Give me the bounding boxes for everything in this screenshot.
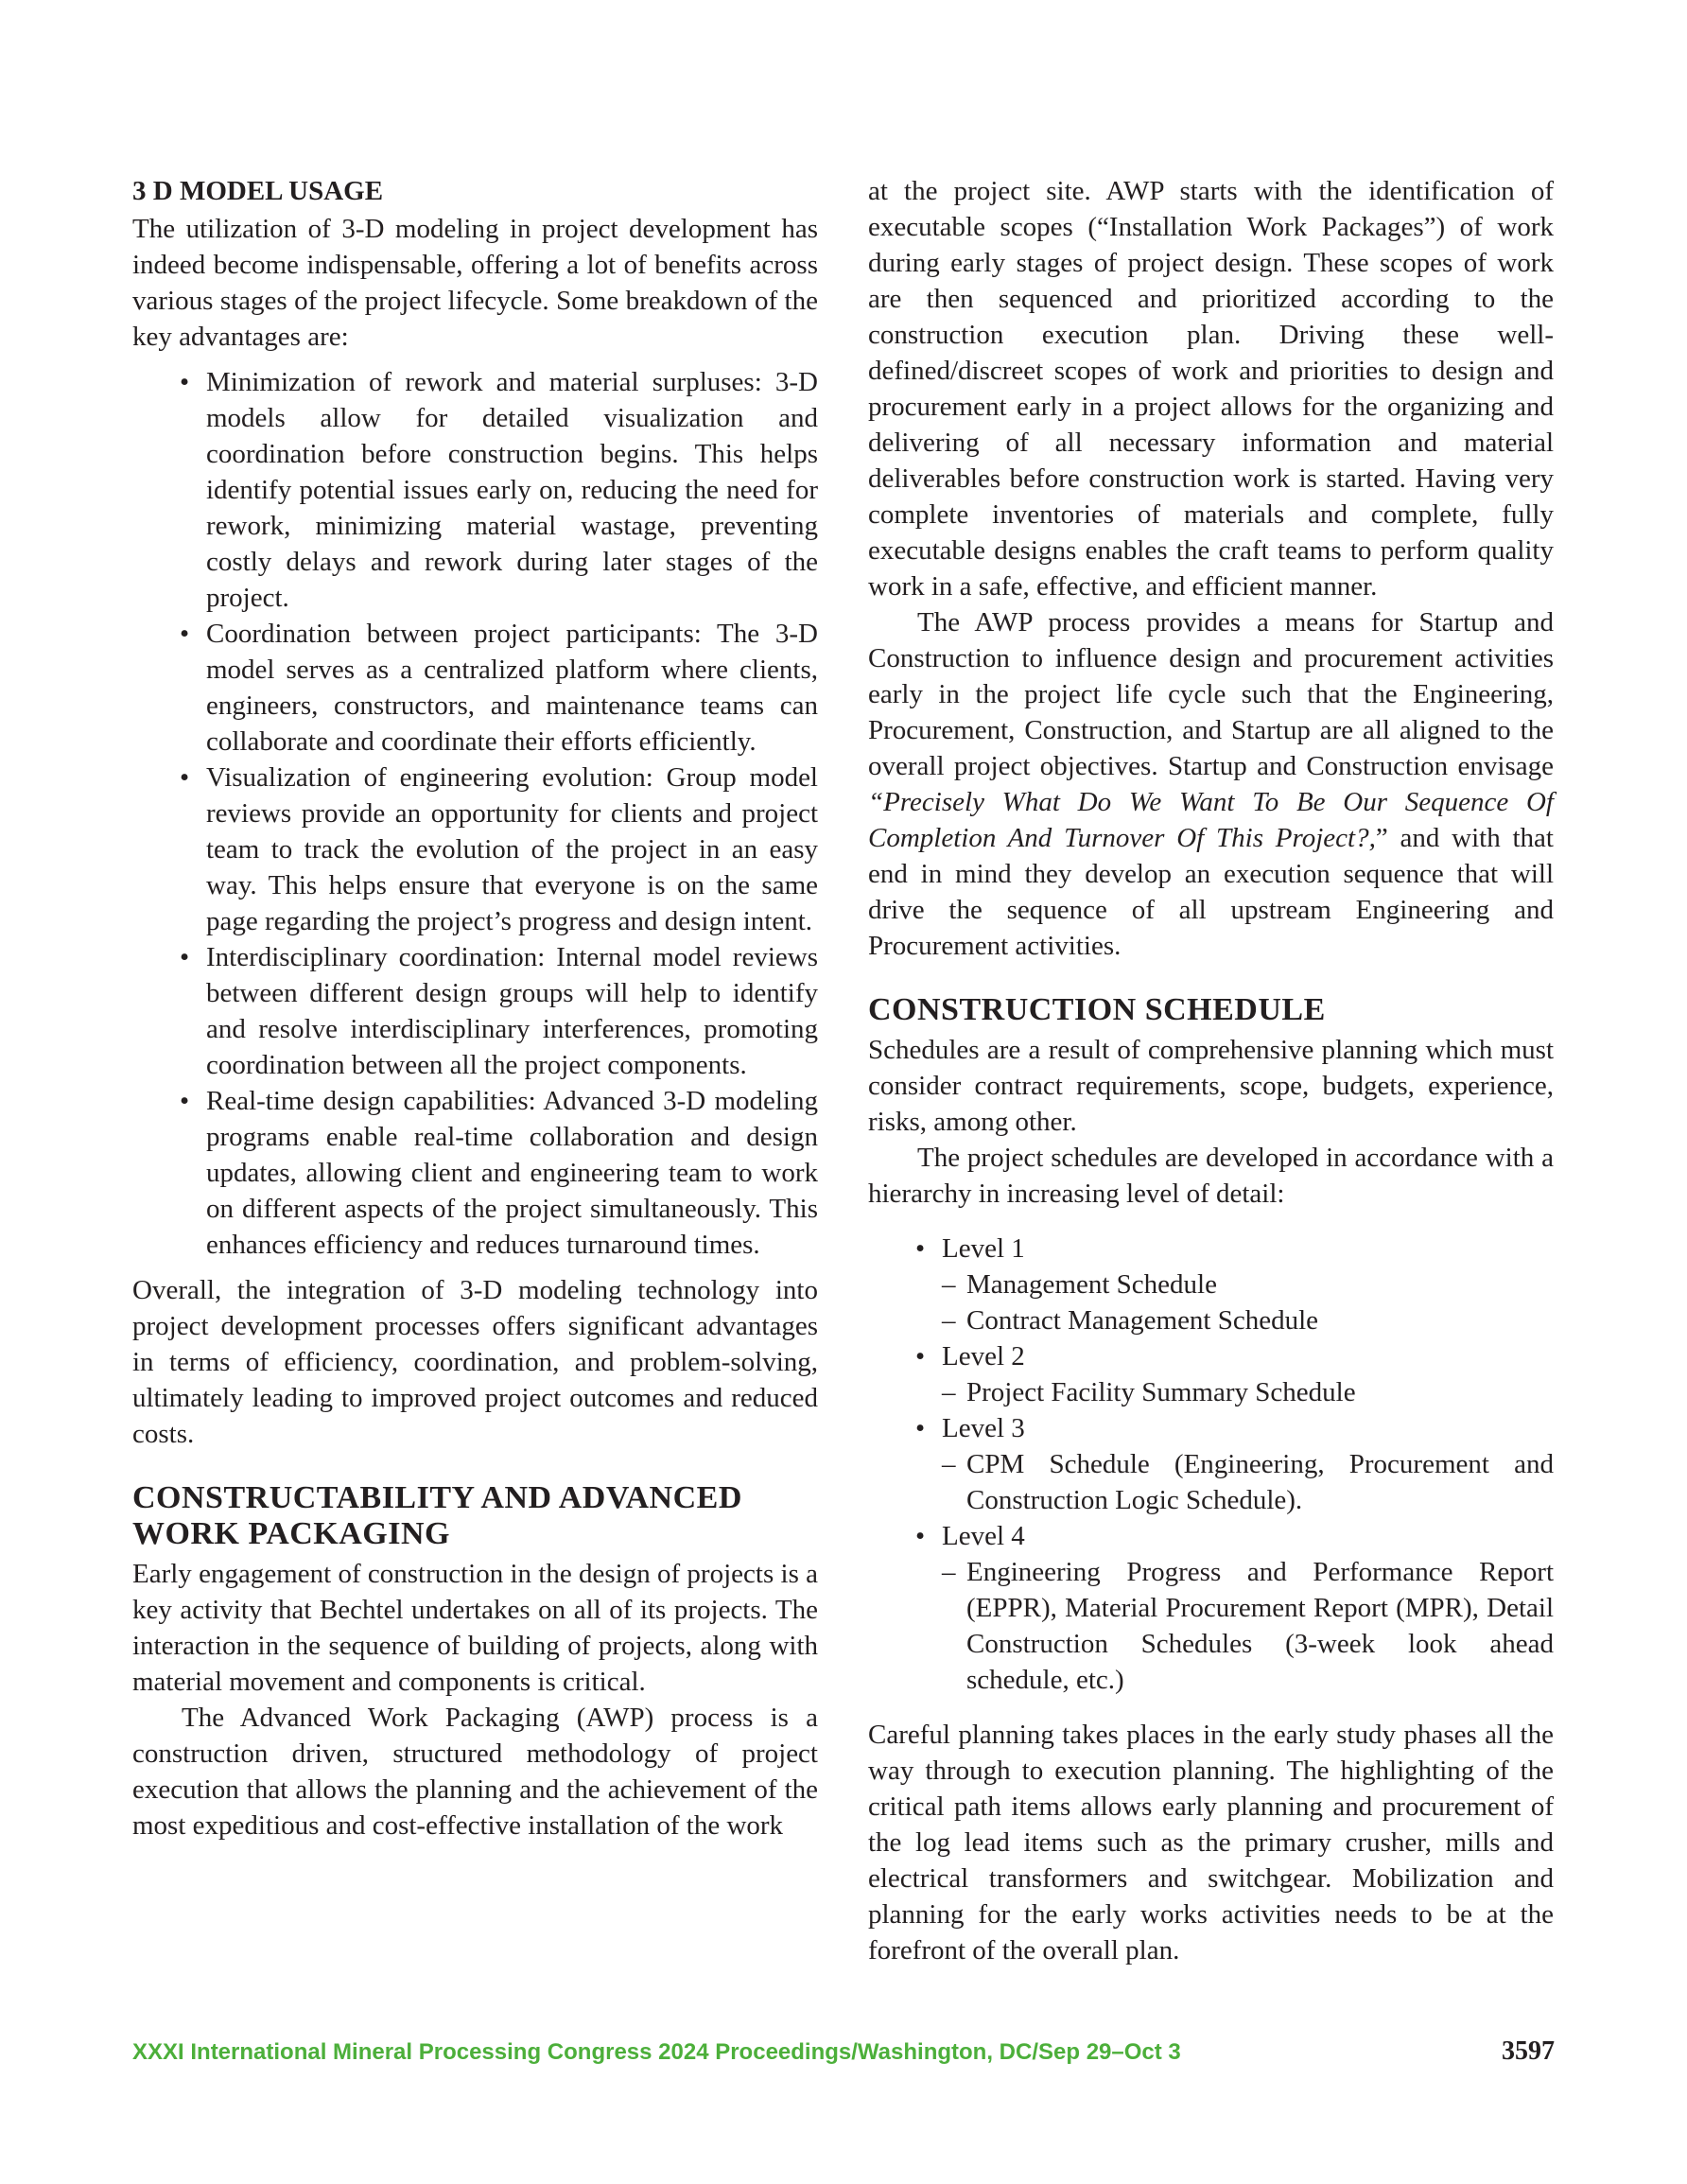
list-item: • Interdisciplinary coordination: Internal model reviews between different design groups will help to identify and resolve interdisciplinary interferences, promoting coordination between all the project components.: [206, 939, 818, 1083]
list-item: • Coordination between project participants: The 3-D model serves as a centralized platform where clients, engineers, constructors, and maintenance teams can collaborate and coordinate their efforts efficiently.: [206, 616, 818, 760]
schedule-levels-list: [868, 1231, 1554, 1698]
footer-proceedings-title: XXXI International Mineral Processing Congress 2024 Proceedings/Washington, DC/Sep 29–Oct 3: [132, 2039, 1181, 2065]
sub-item: – Engineering Progress and Performance Report (EPPR), Material Procurement Report (MPR), Detail Construction Schedules (3-week look ahead schedule, etc.): [966, 1554, 1554, 1698]
sub-list: [942, 1374, 1554, 1410]
list-item: • Visualization of engineering evolution: Group model reviews provide an opportunity for clients and project team to track the evolution of the project in an easy way. This helps ensure that everyone is on the same page regarding the project’s progress and design intent.: [206, 760, 818, 939]
text: ” and with that end in mind they develop an execution sequence that will drive the sequence of all upstream Engineering and Procurement activities.: [868, 823, 1554, 961]
paragraph: The utilization of 3-D modeling in project development has indeed become indispensable, offering a lot of benefits across various stages of the project lifecycle. Some breakdown of the key advantages are:: [132, 214, 818, 352]
sub-item: – Management Schedule: [966, 1267, 1554, 1302]
section-heading-construction-schedule: CONSTRUCTION SCHEDULE: [868, 992, 1326, 1027]
page-number: 3597: [1502, 2036, 1555, 2066]
level-item: [942, 1518, 1554, 1698]
sub-item: – CPM Schedule (Engineering, Procurement and Construction Logic Schedule).: [966, 1446, 1554, 1518]
sub-item: – Project Facility Summary Schedule: [966, 1374, 1554, 1410]
sub-list: [942, 1267, 1554, 1338]
paragraph: The Advanced Work Packaging (AWP) process is a construction driven, structured methodology of project execution that allows the planning and the achievement of the most expeditious and cost-effective installation of the work: [132, 1703, 818, 1841]
paragraph: at the project site. AWP starts with the identification of executable scopes (“Installation Work Packages”) of work during early stages of project design. These scopes of work are then sequenced and prioritized according to the construction execution plan. Driving these well-defined/discreet scopes of work and priorities to design and procurement early in a project allows for the organizing and delivering of all necessary information and material deliverables before construction work is started. Having very complete inventories of materials and complete, fully executable designs enables the craft teams to perform quality work in a safe, effective, and efficient manner.: [868, 176, 1554, 602]
section-heading-constructability: CONSTRUCTABILITY AND ADVANCED WORK PACKAGING: [132, 1480, 742, 1551]
advantages-list: [132, 364, 818, 1263]
list-item: • Real-time design capabilities: Advanced 3-D modeling programs enable real-time collaboration and design updates, allowing client and engineering team to work on different aspects of the project simultaneously. This enhances efficiency and reduces turnaround times.: [206, 1083, 818, 1263]
paragraph: The project schedules are developed in accordance with a hierarchy in increasing level of detail:: [868, 1143, 1554, 1209]
sub-item: – Contract Management Schedule: [966, 1302, 1554, 1338]
left-column: [132, 173, 818, 1843]
level-label: • Level 2: [942, 1338, 1554, 1374]
paragraph-awp-process: [868, 604, 1554, 964]
sub-list: [942, 1554, 1554, 1698]
level-item: [942, 1338, 1554, 1410]
paragraph: Overall, the integration of 3-D modeling technology into project development processes offers significant advantages in terms of efficiency, coordination, and problem-solving, ultimately leading to improved project outcomes and reduced costs.: [132, 1275, 818, 1449]
section-heading-3d-model-usage: 3 D MODEL USAGE: [132, 176, 384, 206]
level-item: [942, 1410, 1554, 1518]
right-column: [868, 173, 1554, 1968]
level-label: • Level 1: [942, 1231, 1554, 1267]
italic-quote: “Precisely What Do We Want To Be Our Sequence Of Completion And Turnover Of This Project?,: [868, 787, 1554, 853]
paragraph: Early engagement of construction in the design of projects is a key activity that Bechtel undertakes on all of its projects. The interaction in the sequence of building of projects, along with material movement and components is critical.: [132, 1559, 818, 1697]
paragraph: Careful planning takes places in the early study phases all the way through to execution planning. The highlighting of the critical path items allows early planning and procurement of the log lead items such as the primary crusher, mills and electrical transformers and switchgear. Mobilization and planning for the early works activities needs to be at the forefront of the overall plan.: [868, 1720, 1554, 1966]
text: The AWP process provides a means for Startup and Construction to influence design and procurement activities early in the project life cycle such that the Engineering, Procurement, Construction, and Startup are all aligned to the overall project objectives. Startup and Construction envisage: [868, 607, 1554, 781]
level-label: • Level 3: [942, 1410, 1554, 1446]
level-item: [942, 1231, 1554, 1338]
paragraph: Schedules are a result of comprehensive planning which must consider contract requirements, scope, budgets, experience, risks, among other.: [868, 1035, 1554, 1137]
sub-list: [942, 1446, 1554, 1518]
list-item: • Minimization of rework and material surpluses: 3-D models allow for detailed visualization and coordination before construction begins. This helps identify potential issues early on, reducing the need for rework, minimizing material wastage, preventing costly delays and rework during later stages of the project.: [206, 364, 818, 616]
level-label: • Level 4: [942, 1518, 1554, 1554]
